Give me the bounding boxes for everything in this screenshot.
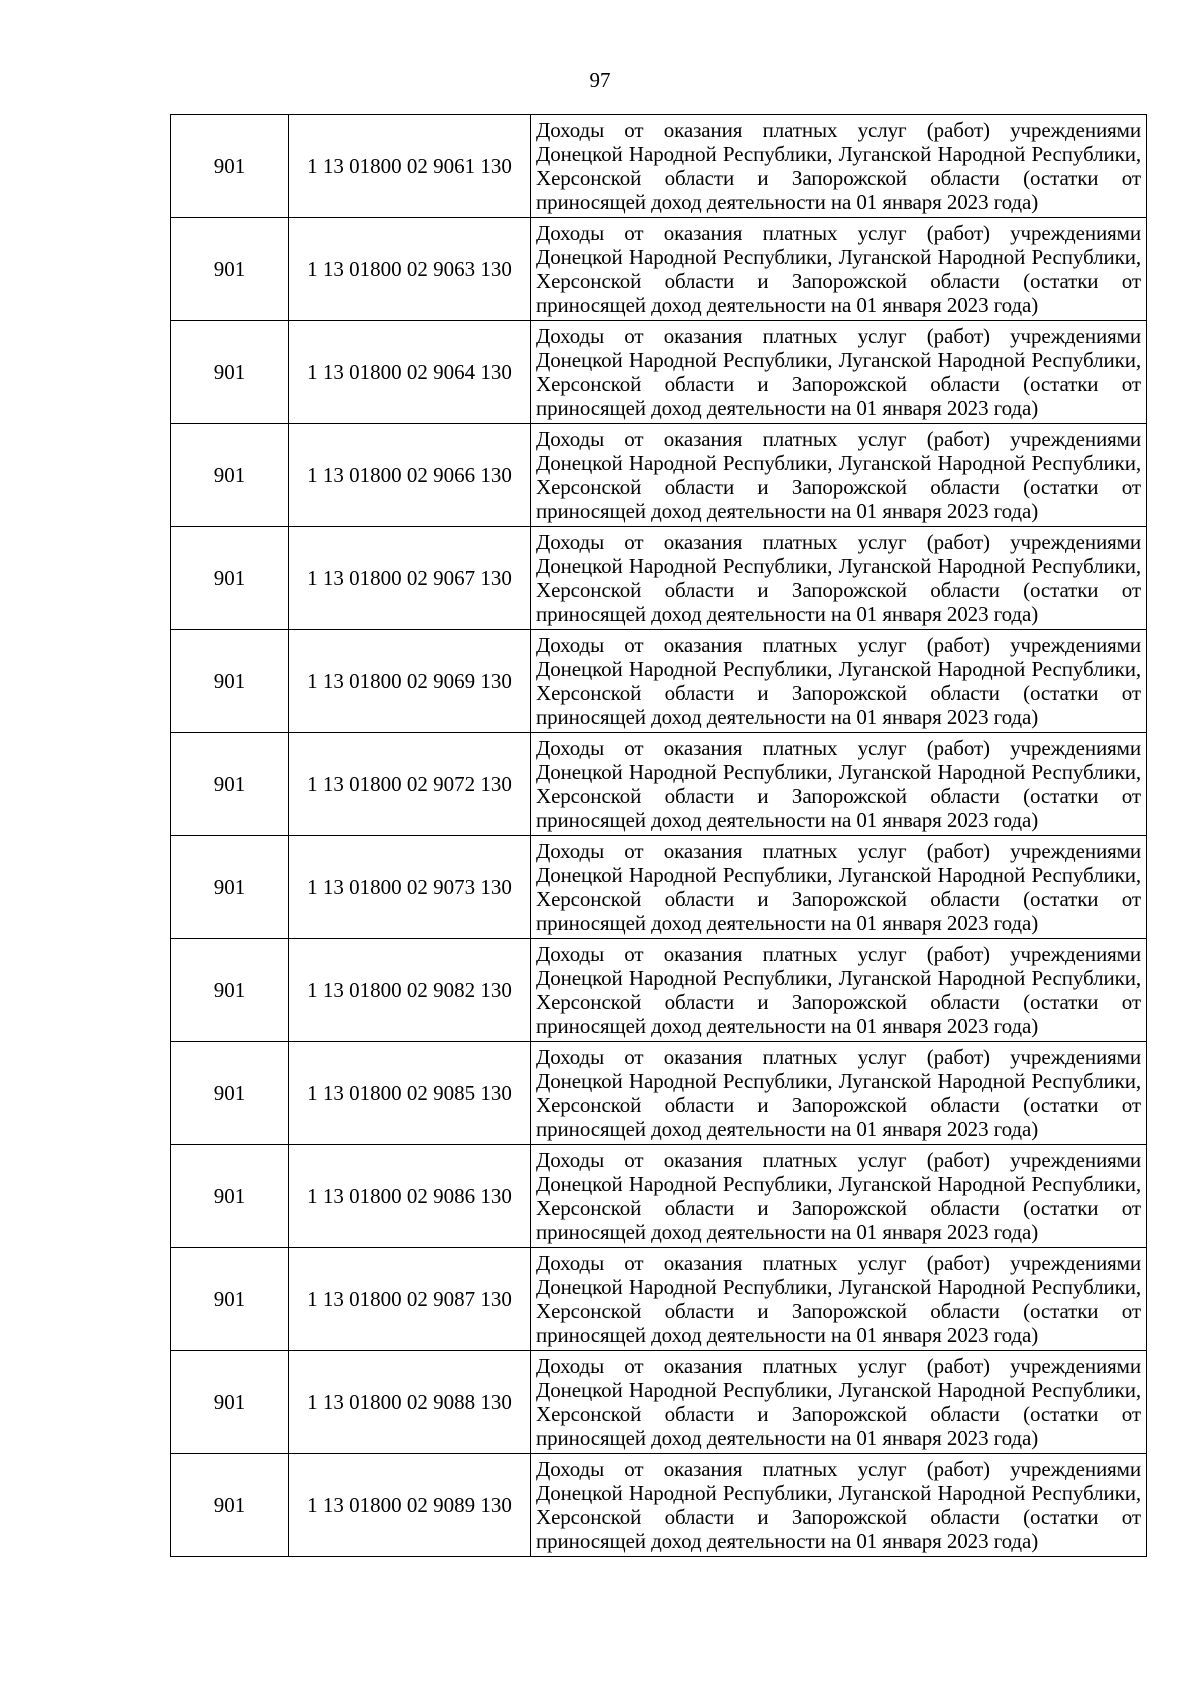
table-body [171, 115, 1147, 1557]
revenue-name-cell: Доходы от оказания платных услуг (работ) учреждениями Донецкой Народной Республики, Луганской Народной Республики, Херсонской области и Запорожской области (остатки от приносящей доход деятельности на 01 января 2023 года) [531, 1248, 1147, 1351]
admin-code-cell: 901 [171, 1351, 289, 1454]
table-row [171, 1454, 1147, 1557]
budget-code-cell: 1 13 01800 02 9064 130 [289, 321, 531, 424]
admin-code-cell: 901 [171, 630, 289, 733]
table-row [171, 424, 1147, 527]
revenue-name-cell: Доходы от оказания платных услуг (работ) учреждениями Донецкой Народной Республики, Луганской Народной Республики, Херсонской области и Запорожской области (остатки от приносящей доход деятельности на 01 января 2023 года) [531, 321, 1147, 424]
admin-code-cell: 901 [171, 1454, 289, 1557]
admin-code-cell: 901 [171, 321, 289, 424]
table-row [171, 836, 1147, 939]
budget-code-cell: 1 13 01800 02 9066 130 [289, 424, 531, 527]
admin-code-cell: 901 [171, 836, 289, 939]
revenue-name-cell: Доходы от оказания платных услуг (работ) учреждениями Донецкой Народной Республики, Луганской Народной Республики, Херсонской области и Запорожской области (остатки от приносящей доход деятельности на 01 января 2023 года) [531, 1042, 1147, 1145]
table-row [171, 1248, 1147, 1351]
admin-code-cell: 901 [171, 527, 289, 630]
table-row [171, 1351, 1147, 1454]
budget-code-cell: 1 13 01800 02 9067 130 [289, 527, 531, 630]
budget-code-cell: 1 13 01800 02 9085 130 [289, 1042, 531, 1145]
admin-code-cell: 901 [171, 115, 289, 218]
table-row [171, 321, 1147, 424]
budget-code-cell: 1 13 01800 02 9073 130 [289, 836, 531, 939]
budget-code-cell: 1 13 01800 02 9063 130 [289, 218, 531, 321]
table-row [171, 1145, 1147, 1248]
admin-code-cell: 901 [171, 424, 289, 527]
budget-code-cell: 1 13 01800 02 9072 130 [289, 733, 531, 836]
admin-code-cell: 901 [171, 218, 289, 321]
table-row [171, 939, 1147, 1042]
budget-code-cell: 1 13 01800 02 9088 130 [289, 1351, 531, 1454]
page-number: 97 [589, 68, 611, 92]
table-row [171, 733, 1147, 836]
revenue-name-cell: Доходы от оказания платных услуг (работ) учреждениями Донецкой Народной Республики, Луганской Народной Республики, Херсонской области и Запорожской области (остатки от приносящей доход деятельности на 01 января 2023 года) [531, 939, 1147, 1042]
revenue-name-cell: Доходы от оказания платных услуг (работ) учреждениями Донецкой Народной Республики, Луганской Народной Республики, Херсонской области и Запорожской области (остатки от приносящей доход деятельности на 01 января 2023 года) [531, 836, 1147, 939]
table-row [171, 1042, 1147, 1145]
admin-code-cell: 901 [171, 1248, 289, 1351]
revenue-name-cell: Доходы от оказания платных услуг (работ) учреждениями Донецкой Народной Республики, Луганской Народной Республики, Херсонской области и Запорожской области (остатки от приносящей доход деятельности на 01 января 2023 года) [531, 630, 1147, 733]
budget-code-cell: 1 13 01800 02 9069 130 [289, 630, 531, 733]
budget-code-cell: 1 13 01800 02 9089 130 [289, 1454, 531, 1557]
budget-code-cell: 1 13 01800 02 9082 130 [289, 939, 531, 1042]
admin-code-cell: 901 [171, 1145, 289, 1248]
revenue-name-cell: Доходы от оказания платных услуг (работ) учреждениями Донецкой Народной Республики, Луганской Народной Республики, Херсонской области и Запорожской области (остатки от приносящей доход деятельности на 01 января 2023 года) [531, 1145, 1147, 1248]
budget-code-cell: 1 13 01800 02 9086 130 [289, 1145, 531, 1248]
revenue-name-cell: Доходы от оказания платных услуг (работ) учреждениями Донецкой Народной Республики, Луганской Народной Республики, Херсонской области и Запорожской области (остатки от приносящей доход деятельности на 01 января 2023 года) [531, 1454, 1147, 1557]
budget-code-cell: 1 13 01800 02 9061 130 [289, 115, 531, 218]
revenue-name-cell: Доходы от оказания платных услуг (работ) учреждениями Донецкой Народной Республики, Луганской Народной Республики, Херсонской области и Запорожской области (остатки от приносящей доход деятельности на 01 января 2023 года) [531, 115, 1147, 218]
revenue-name-cell: Доходы от оказания платных услуг (работ) учреждениями Донецкой Народной Республики, Луганской Народной Республики, Херсонской области и Запорожской области (остатки от приносящей доход деятельности на 01 января 2023 года) [531, 733, 1147, 836]
revenue-name-cell: Доходы от оказания платных услуг (работ) учреждениями Донецкой Народной Республики, Луганской Народной Республики, Херсонской области и Запорожской области (остатки от приносящей доход деятельности на 01 января 2023 года) [531, 424, 1147, 527]
revenue-name-cell: Доходы от оказания платных услуг (работ) учреждениями Донецкой Народной Республики, Луганской Народной Республики, Херсонской области и Запорожской области (остатки от приносящей доход деятельности на 01 января 2023 года) [531, 1351, 1147, 1454]
budget-code-cell: 1 13 01800 02 9087 130 [289, 1248, 531, 1351]
table-row [171, 630, 1147, 733]
revenue-name-cell: Доходы от оказания платных услуг (работ) учреждениями Донецкой Народной Республики, Луганской Народной Республики, Херсонской области и Запорожской области (остатки от приносящей доход деятельности на 01 января 2023 года) [531, 527, 1147, 630]
table-row [171, 218, 1147, 321]
admin-code-cell: 901 [171, 733, 289, 836]
table-row [171, 527, 1147, 630]
admin-code-cell: 901 [171, 939, 289, 1042]
revenue-codes-table [170, 114, 1147, 1557]
table-row [171, 115, 1147, 218]
admin-code-cell: 901 [171, 1042, 289, 1145]
revenue-name-cell: Доходы от оказания платных услуг (работ) учреждениями Донецкой Народной Республики, Луганской Народной Республики, Херсонской области и Запорожской области (остатки от приносящей доход деятельности на 01 января 2023 года) [531, 218, 1147, 321]
